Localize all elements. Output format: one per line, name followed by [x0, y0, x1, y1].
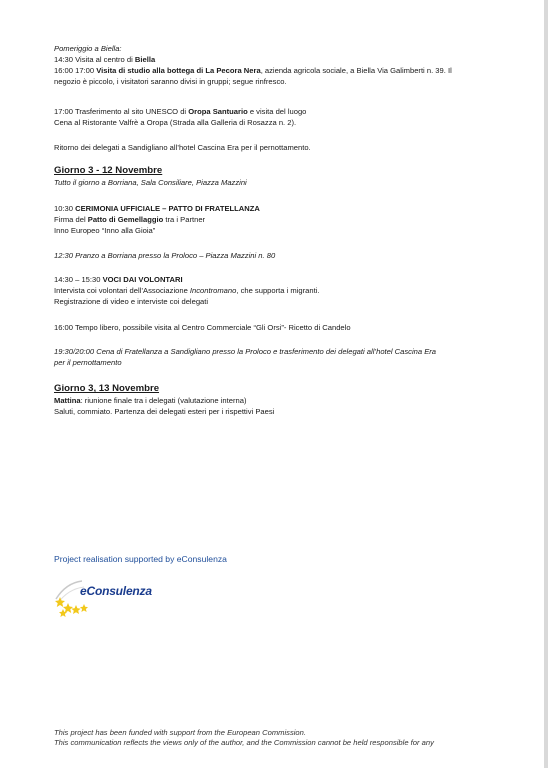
- dinner-line-1: 19:30/20:00 Cena di Fratellanza a Sandigliano presso la Proloco e trasferimento dei delegati all’hotel Cascina Era: [54, 347, 437, 356]
- twinning-line: [54, 214, 524, 225]
- day3b-heading: Giorno 3, 13 Novembre: [54, 383, 160, 394]
- dinner-section: [54, 346, 524, 368]
- afternoon-section: [54, 43, 524, 87]
- day3b-section: [54, 383, 524, 417]
- unesco-section: [54, 106, 524, 128]
- morning-label: Mattina: [54, 396, 81, 405]
- volunteers-title: VOCI DAI VOLONTARI: [102, 275, 183, 284]
- biella-visit-line: [54, 54, 524, 65]
- dinner-oropa-line: Cena al Ristorante Valfrè a Oropa (Strada alla Galleria di Rosazza n. 2).: [54, 118, 297, 127]
- free-time-line: 16:00 Tempo libero, possibile visita al Centro Commerciale “Gli Orsi”- Ricetto di Candelo: [54, 323, 351, 332]
- eu-disclaimer: [54, 728, 524, 748]
- biella-name: Biella: [134, 55, 156, 64]
- disclaimer-line-1: This project has been funded with support from the European Commission.: [54, 728, 306, 737]
- volunteers-time: 14:30 – 15:30: [54, 275, 103, 284]
- interview-post: , che supporta i migranti.: [236, 286, 320, 295]
- day3a-subtitle: Tutto il giorno a Borriana, Sala Consiliare, Piazza Mazzini: [54, 178, 247, 187]
- ceremony-title-line: [54, 203, 524, 214]
- study-visit-line: [54, 65, 524, 76]
- biella-visit-text: 14:30 Visita al centro di: [54, 55, 135, 64]
- study-visit-title: Visita di studio alla bottega di: [96, 66, 206, 75]
- twinning-pact: Patto di Gemellaggio: [87, 215, 164, 224]
- interview-pre: Intervista coi volontari dell’Associazione: [54, 286, 190, 295]
- ceremony-title: CERIMONIA UFFICIALE – PATTO DI FRATELLANZA: [75, 204, 260, 213]
- recording-line: Registrazione di video e interviste coi delegati: [54, 297, 209, 306]
- dinner-line-2: per il pernottamento: [54, 358, 122, 367]
- ceremony-section: [54, 203, 524, 236]
- lunch-line: 12:30 Pranzo a Borriana presso la Proloco – Piazza Mazzini n. 80: [54, 251, 276, 260]
- pecora-nera-name: La Pecora Nera: [205, 66, 261, 75]
- day3a-section: [54, 165, 524, 188]
- unesco-transfer-line: [54, 106, 524, 117]
- oropa-name: Oropa Santuario: [188, 107, 248, 116]
- afternoon-title: Pomeriggio a Biella:: [54, 44, 122, 53]
- day3a-heading: Giorno 3 - 12 Novembre: [54, 165, 163, 176]
- logo-text: eConsulenza: [80, 584, 152, 598]
- study-visit-note: negozio è piccolo, i visitatori saranno divisi in gruppi; segue rinfresco.: [54, 77, 287, 86]
- volunteers-title-line: [54, 274, 524, 285]
- project-credit: Project realisation supported by eConsulenza: [54, 554, 227, 564]
- morning-line: [54, 395, 524, 406]
- farewell-line: Saluti, commiato. Partenza dei delegati esteri per i rispettivi Paesi: [54, 407, 275, 416]
- morning-text: : riunione finale tra i delegati (valutazione interna): [80, 396, 247, 405]
- study-visit-details: , azienda agricola sociale, a Biella Via Galimberti n. 39. Il: [260, 66, 452, 75]
- volunteers-section: [54, 274, 524, 307]
- anthem-line: Inno Europeo “Inno alla Gioia”: [54, 226, 156, 235]
- twinning-post: tra i Partner: [163, 215, 206, 224]
- disclaimer-line-2: This communication reflects the views only of the author, and the Commission cannot be held responsible for any: [54, 738, 434, 747]
- twinning-pre: Firma del: [54, 215, 88, 224]
- study-visit-time: 16:00 17:00: [54, 66, 97, 75]
- unesco-visit-text: e visita del luogo: [247, 107, 307, 116]
- association-name: Incontromano: [189, 286, 237, 295]
- return-line: Ritorno dei delegati a Sandigliano all’hotel Cascina Era per il pernottamento.: [54, 143, 311, 152]
- volunteers-interview-line: [54, 285, 524, 296]
- ceremony-time: 10:30: [54, 204, 76, 213]
- econsulenza-logo: [54, 577, 164, 619]
- unesco-transfer-text: 17:00 Trasferimento al sito UNESCO di: [54, 107, 189, 116]
